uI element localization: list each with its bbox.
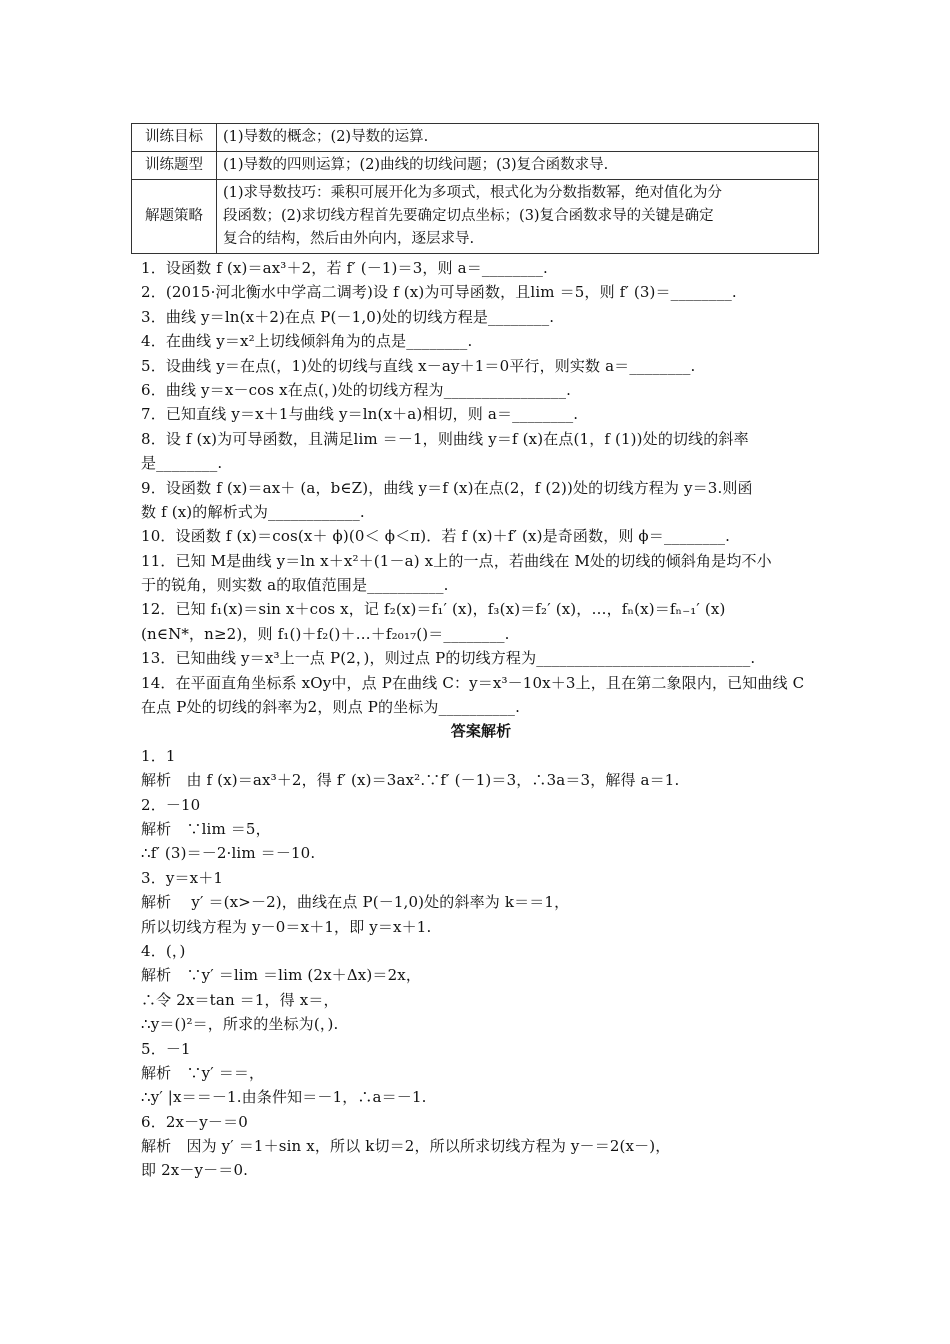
question-9: 9．设函数 f (x)＝ax＋ (a，b∈Z)，曲线 y＝f (x)在点(2，f (2))处的切线方程为 y＝3.则函 — [141, 478, 753, 497]
row-label: 训练题型 — [132, 152, 217, 180]
question-7: 7．已知直线 y＝x＋1与曲线 y＝ln(x＋a)相切，则 a＝________. — [141, 405, 579, 424]
row-text-line: (1)导数的四则运算；(2)曲线的切线问题；(3)复合函数求导. — [223, 157, 609, 173]
row-label: 训练目标 — [132, 124, 217, 152]
question-4: 4．在曲线 y＝x²上切线倾斜角为的点是________. — [141, 332, 473, 351]
answer-line: ∴y＝()²＝，所求的坐标为(，). — [141, 1015, 339, 1034]
row-text — [217, 124, 819, 152]
answer-line: ∴f′ (3)＝－2·lim ＝－10. — [141, 844, 316, 863]
content-lines — [141, 256, 821, 1183]
question-12: 12．已知 f₁(x)＝sin x＋cos x，记 f₂(x)＝f₁′ (x)，f₃(x)＝f₂′ (x)，…，fₙ(x)＝fₙ₋₁′ (x) — [141, 600, 726, 619]
row-text-line: 复合的结构，然后由外向内，逐层求导. — [223, 231, 475, 247]
question-5: 5．设曲线 y＝在点(，1)处的切线与直线 x－ay＋1＝0平行，则实数 a＝________. — [141, 356, 696, 375]
answer-line: 2．－10 — [141, 795, 201, 814]
training-info-table — [131, 123, 819, 254]
question-8-cont: 是________. — [141, 454, 223, 473]
answer-line: 6．2x－y－＝0 — [141, 1112, 248, 1131]
answer-line: 3．y＝x＋1 — [141, 868, 224, 887]
question-3: 3．曲线 y＝ln(x＋2)在点 P(－1,0)处的切线方程是________. — [141, 307, 555, 326]
question-11: 11．已知 M是曲线 y＝ln x＋x²＋(1－a) x上的一点，若曲线在 M处的切线的倾斜角是均不小 — [141, 551, 772, 570]
answer-line: 解析 ∵y′ ＝＝， — [141, 1063, 265, 1082]
table-row — [132, 152, 819, 180]
row-text-line: 段函数；(2)求切线方程首先要确定切点坐标；(3)复合函数求导的关键是确定 — [223, 208, 714, 224]
answer-line: 解析 由 f (x)＝ax³＋2，得 f′ (x)＝3ax².∵f′ (－1)＝3，∴3a＝3，解得 a＝1. — [141, 771, 680, 790]
answer-line: 解析 y′ ＝(x>－2)，曲线在点 P(－1,0)处的斜率为 k＝＝1， — [141, 893, 570, 912]
row-text — [217, 180, 819, 254]
question-12-cont: (n∈N*，n≥2)，则 f₁()＋f₂()＋…＋f₂₀₁₇()＝________. — [141, 624, 510, 643]
question-10: 10．设函数 f (x)＝cos(x＋ ϕ)(0＜ ϕ＜π)．若 f (x)＋f′ (x)是奇函数，则 ϕ＝________. — [141, 527, 731, 546]
question-14-cont: 在点 P处的切线的斜率为2，则点 P的坐标为__________. — [141, 698, 520, 717]
question-14: 14．在平面直角坐标系 xOy中，点 P在曲线 C：y＝x³－10x＋3上，且在第二象限内，已知曲线 C — [141, 673, 805, 692]
answer-line: 解析 ∵lim ＝5， — [141, 819, 271, 838]
answer-section-title: 答案解析 — [450, 722, 512, 741]
answer-line: 5．－1 — [141, 1039, 191, 1058]
answer-line: ∴令 2x＝tan ＝1，得 x＝， — [141, 990, 339, 1009]
question-8: 8．设 f (x)为可导函数，且满足lim ＝－1，则曲线 y＝f (x)在点(1，f (1))处的切线的斜率 — [141, 429, 749, 448]
row-text-line: (1)导数的概念；(2)导数的运算. — [223, 129, 429, 145]
answer-line: 4．(，) — [141, 941, 186, 960]
question-9-cont: 数 f (x)的解析式为____________. — [141, 502, 365, 521]
row-text — [217, 152, 819, 180]
answer-line: 即 2x－y－＝0. — [141, 1161, 249, 1180]
question-11-cont: 于的锐角，则实数 a的取值范围是__________. — [141, 576, 449, 595]
answer-line: 所以切线方程为 y－0＝x＋1，即 y＝x＋1. — [141, 917, 432, 936]
answer-line: ∴y′ |x＝＝－1.由条件知＝－1，∴a＝－1. — [141, 1088, 427, 1107]
question-1: 1．设函数 f (x)＝ax³＋2，若 f′ (－1)＝3，则 a＝________. — [141, 259, 548, 277]
answer-line: 解析 ∵y′ ＝lim ＝lim (2x＋Δx)＝2x， — [141, 966, 422, 985]
table-row — [132, 124, 819, 152]
answer-line: 解析 因为 y′ ＝1＋sin x，所以 k切＝2，所以所求切线方程为 y－＝2(x－)， — [141, 1137, 671, 1156]
table-row — [132, 180, 819, 254]
question-2: 2．(2015·河北衡水中学高二调考)设 f (x)为可导函数，且lim ＝5，则 f′ (3)＝________. — [141, 283, 737, 302]
question-13: 13．已知曲线 y＝x³上一点 P(2，)，则过点 P的切线方程为____________________________. — [141, 649, 756, 668]
row-text-line: (1)求导数技巧：乘积可展开化为多项式，根式化为分数指数幂，绝对值化为分 — [223, 185, 723, 201]
question-6: 6．曲线 y＝x－cos x在点(，)处的切线方程为________________. — [141, 380, 572, 399]
answer-line: 1．1 — [141, 746, 176, 765]
row-label: 解题策略 — [132, 180, 217, 254]
